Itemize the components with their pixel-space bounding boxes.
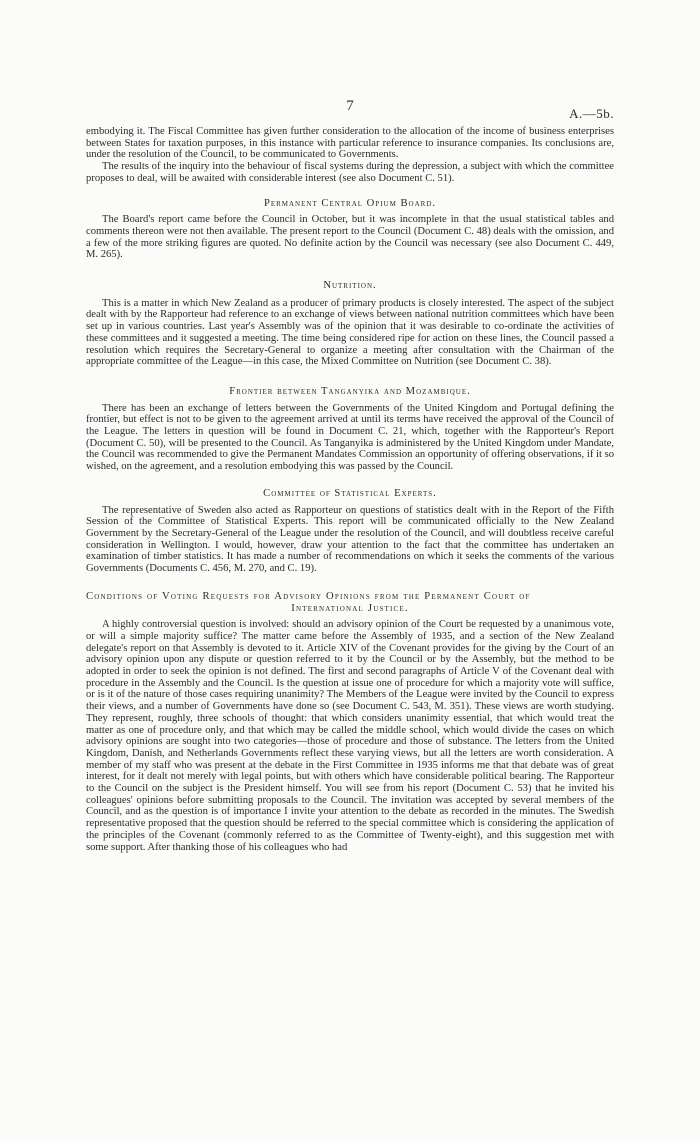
section-heading-voting bbox=[86, 591, 614, 614]
paragraph: The representative of Sweden also acted as Rapporteur on questions of statistics dealt with in the Report of the Fifth Session of the Committee of Statistical Experts. This report will be communicated officially to the New Zealand Government by the Secretary-General of the League under the resolution of the Council, and will doubtless receive careful consideration in Wellington. I would, however, draw your attention to the fact that the committee has undertaken an examination of timber statistics. It has made a number of recommendations on which it seeks the comments of the various Governments (Documents C. 456, M. 270, and C. 19). bbox=[86, 504, 614, 575]
paragraph: embodying it. The Fiscal Committee has given further consideration to the allocation of the income of business enterprises between States for taxation purposes, in this instance with particular reference to insurance companies. Its conclusions are, under the resolution of the Council, to be communicated to Governments. bbox=[86, 126, 614, 161]
heading-line: Conditions of Voting Requests for Advisory Opinions from the Permanent Court of bbox=[86, 590, 531, 602]
body-text bbox=[86, 126, 614, 853]
section-heading-opium: Permanent Central Opium Board. bbox=[263, 197, 437, 209]
paragraph: This is a matter in which New Zealand as a producer of primary products is closely interested. The aspect of the subject dealt with by the Rapporteur had reference to an exchange of views between national nutrition committees which have been set up in various countries. Last year's Assembly was of the opinion that it was desirable to co-ordinate the activities of these committees and it suggested a meeting. The time being considered ripe for action on these lines, the Council passed a resolution which requires the Secretary-General to organize a meeting after consultation with the Chairman of the appropriate committee of the League—in this case, the Mixed Committee on Nutrition (see Document C. 38). bbox=[86, 297, 614, 368]
heading-line: International Justice. bbox=[291, 602, 409, 614]
document-reference: A.—5b. bbox=[569, 106, 614, 121]
page-number: 7 bbox=[346, 98, 354, 114]
paragraph: There has been an exchange of letters between the Governments of the United Kingdom and Portugal defining the frontier, but effect is not to be given to the agreement arrived at until its terms have received the approval of the Council of the League. The letters in question will be found in Document C. 21, which, together with the Rapporteur's Report (Document C. 50), will be presented to the Council. As Tanganyika is administered by the United Kingdom under Mandate, the Council was recommended to give the Permanent Mandates Commission an opportunity of offering observations, if it so wished, on the agreement, and a resolution embodying this was passed by the Council. bbox=[86, 402, 614, 473]
paragraph: A highly controversial question is involved: should an advisory opinion of the Court be requested by a unanimous vote, or will a simple majority suffice? The matter came before the Assembly of 1935, and a section of the New Zealand delegate's report on that Assembly is devoted to it. Article XIV of the Covenant provides for the giving by the Court of an advisory opinion upon any dispute or question referred to it by the Council or by the Assembly, but the method to be adopted in order to seek the opinion is not defined. The first and second paragraphs of Article V of the Covenant deal with procedure in the Assembly and the Council. Is the question at issue one of procedure for which a majority vote will suffice, or is it of the nature of those cases requiring unanimity? The Members of the League were invited by the Council to express their views, and a number of Governments have done so (see Document C. 543, M. 351). These views are worth studying. They represent, roughly, three schools of thought: that which considers unanimity essential, that which would treat the matter as one of procedure only, and that which may be called the middle school, which would divide the cases on which advisory opinions are sought into two categories—those of procedure and those of substance. The letters from the United Kingdom, Danish, and Netherlands Governments reflect these varying views, but all the letters are worth consideration. A member of my staff who was present at the debate in the First Committee in 1935 informs me that that debate was of great interest, for it dealt not merely with legal points, but with others which have considerable political bearing. The Rapporteur to the Council on the subject is the President himself. You will see from his report (Document C. 53) that he invited his colleagues' opinions before submitting proposals to the Council. The invitation was accepted by several members of the Council, and as the question is of importance I invite your attention to the debate as recorded in the minutes. The Swedish representative proposed that the question should be referred to the special committee which is considering the application of the principles of the Covenant (commonly referred to as the Committee of Twenty-eight), and this suggestion met with some support. After thanking those of his colleagues who had bbox=[86, 619, 614, 853]
paragraph: The results of the inquiry into the behaviour of fiscal systems during the depression, a subject with which the committee proposes to deal, will be awaited with considerable interest (see also Document C. 51). bbox=[86, 161, 614, 184]
section-heading-nutrition: Nutrition. bbox=[323, 280, 377, 292]
section-heading-statistical: Committee of Statistical Experts. bbox=[263, 487, 437, 499]
section-heading-frontier: Frontier between Tanganyika and Mozambique. bbox=[229, 385, 471, 397]
paragraph: The Board's report came before the Council in October, but it was incomplete in that the usual statistical tables and comments thereon were not then available. The present report to the Council (Document C. 48) deals with the omission, and a few of the more striking figures are quoted. No definite action by the Council was necessary (see also Document C. 449, M. 265). bbox=[86, 214, 614, 261]
